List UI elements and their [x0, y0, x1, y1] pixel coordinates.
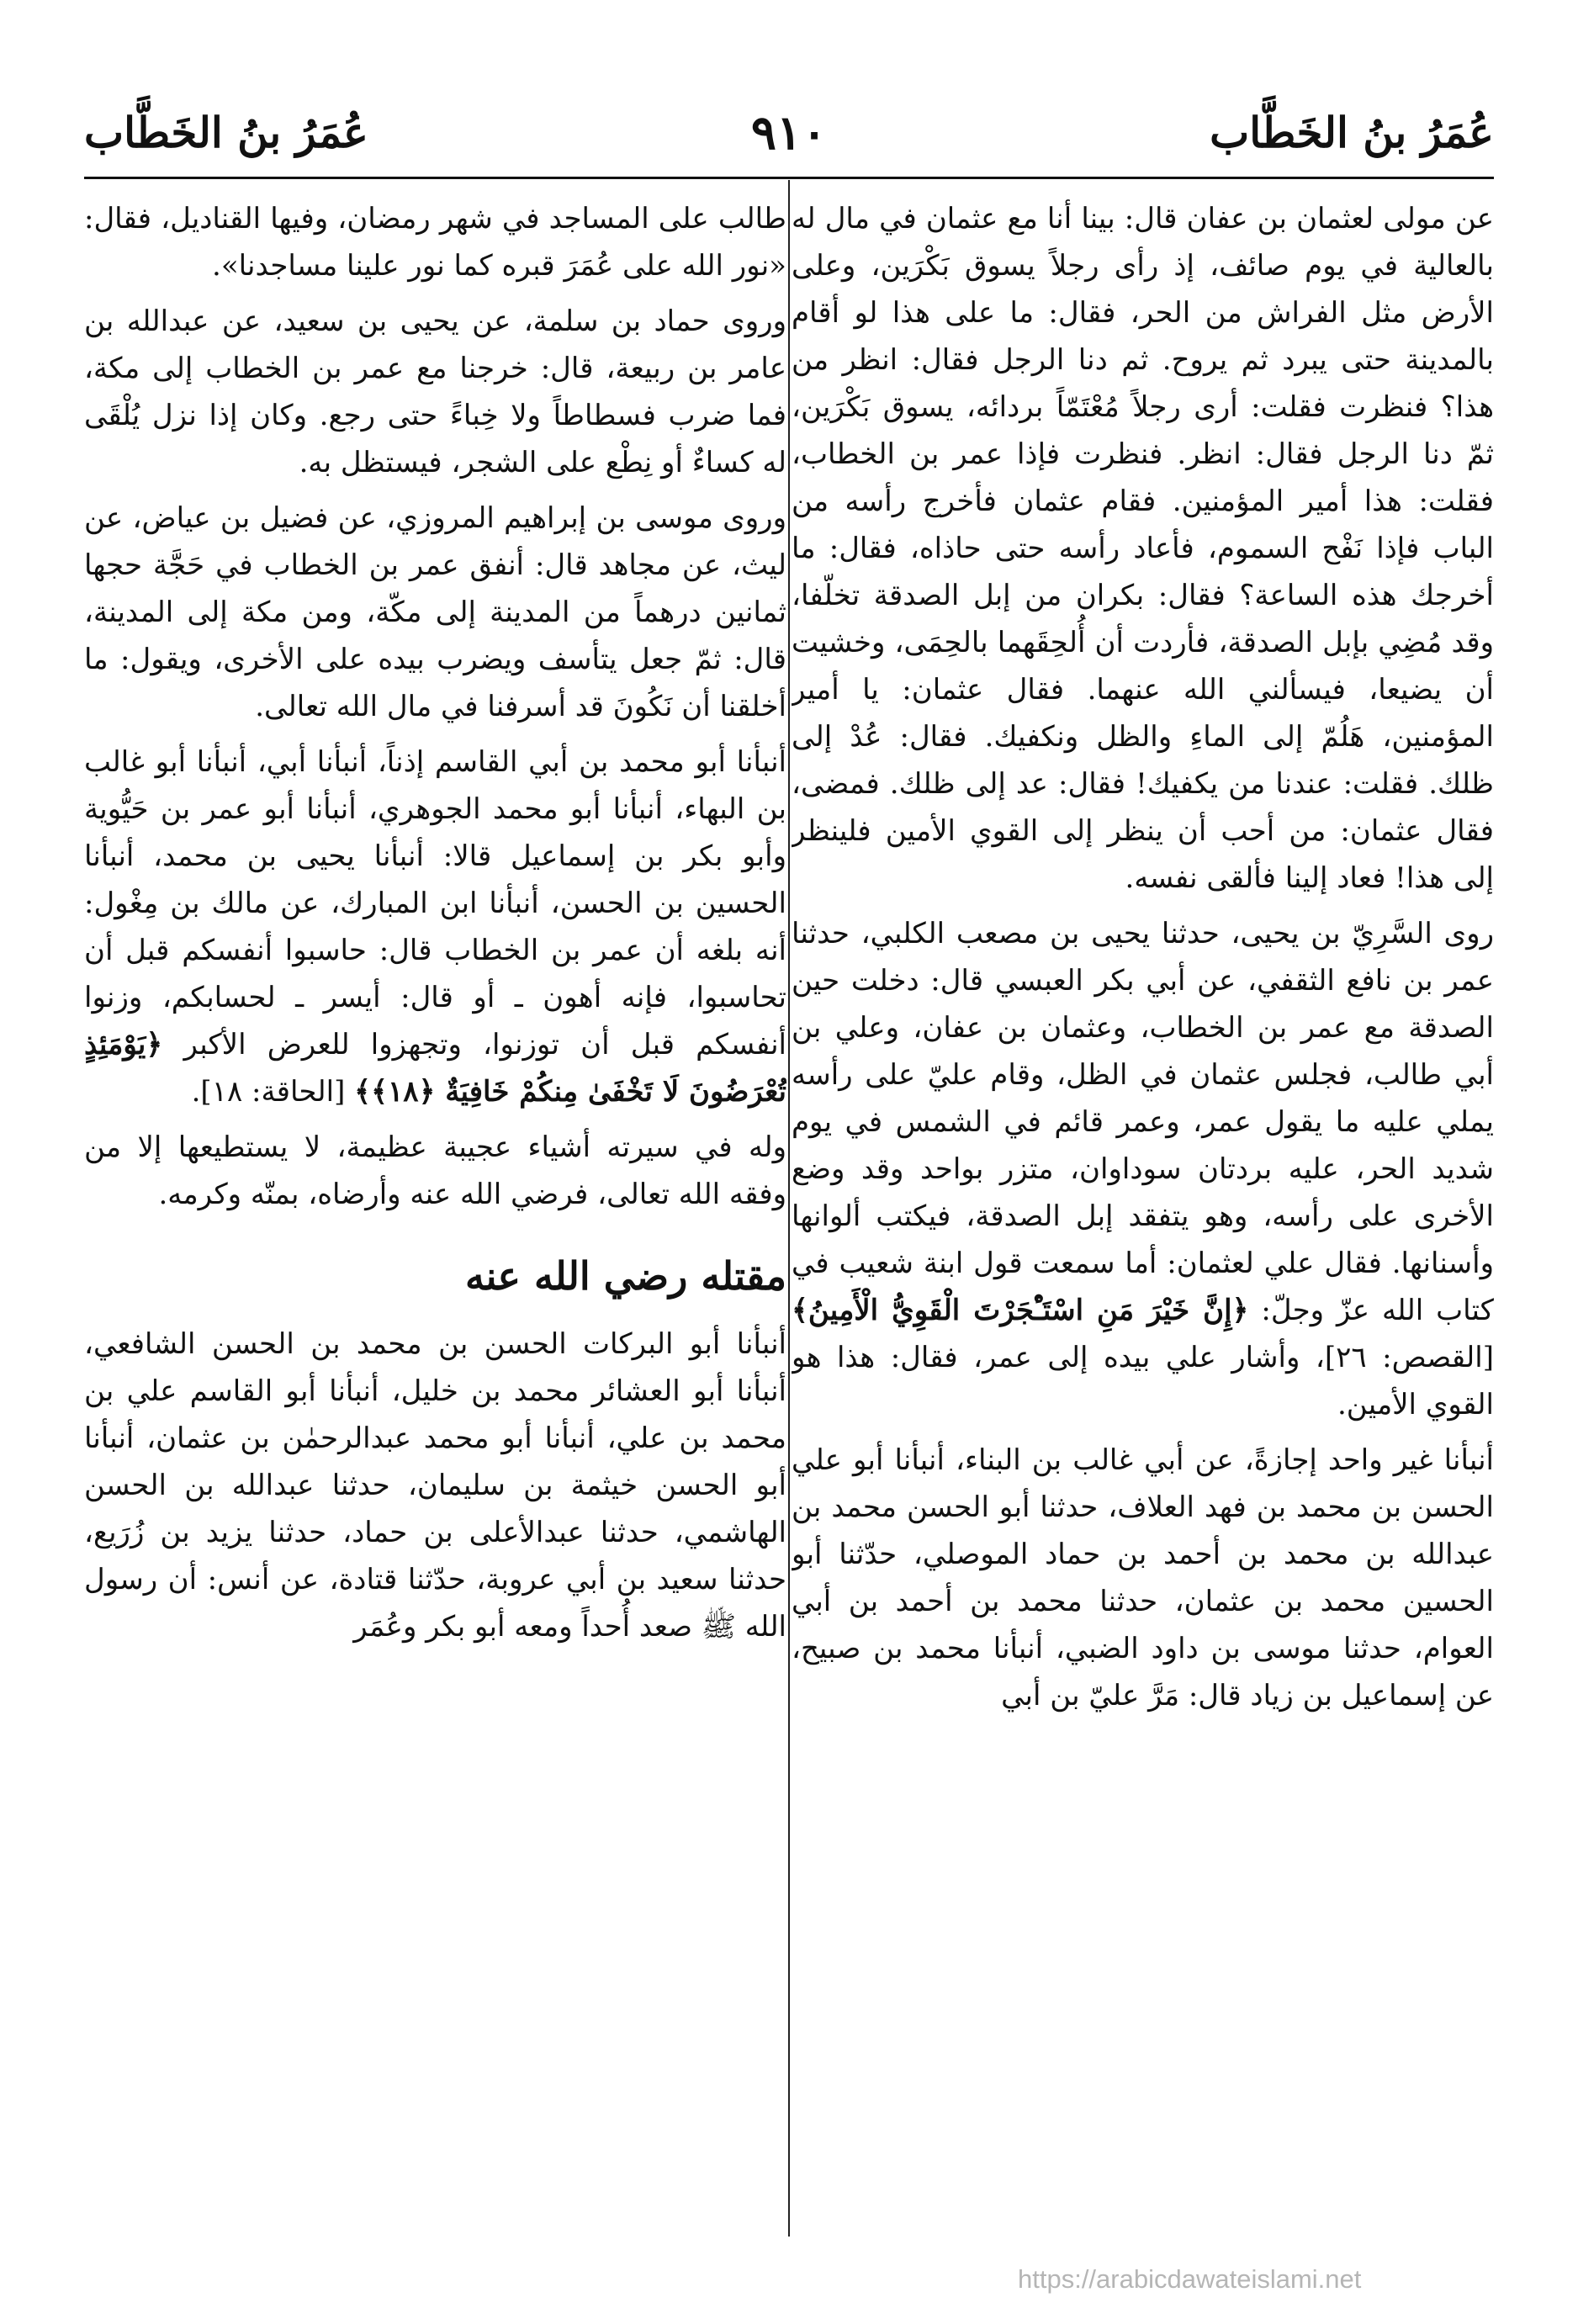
- paragraph: وروى حماد بن سلمة، عن يحيى بن سعيد، عن عبدالله بن عامر بن ربيعة، قال: خرجنا مع عمر بن الخطاب إلى مكة، فما ضرب فسطاطاً ولا خِباءً حتى رجع. وكان إذا نزل يُلْقَى له كساءٌ أو نِطْع على الشجر، فيستظل به.: [84, 304, 786, 479]
- header-rule: [84, 177, 1494, 179]
- quran-verse: ﴿يَوْمَئِذٍ تُعْرَضُونَ لَا تَخْفَىٰ مِنكُمْ خَافِيَةٌ ﴿١٨﴾﴾: [84, 1028, 786, 1109]
- quran-verse: ﴿إِنَّ خَيْرَ مَنِ اسْتَـْٔجَرْتَ الْقَوِيُّ الْأَمِينُ﴾: [792, 1294, 1249, 1327]
- watermark-url: https://arabicdawateislami.net: [1018, 2264, 1362, 2294]
- paragraph-text: أنبأنا أبو محمد بن أبي القاسم إذناً، أنبأنا أبي، أنبأنا أبو غالب بن البهاء، أنبأنا أبو محمد الجوهري، أنبأنا أبو عمر بن حَيُّوية وأبو بكر بن إسماعيل قالا: أنبأنا يحيى بن محمد، أنبأنا الحسين بن الحسن، أنبأنا ابن المبارك، عن مالك بن مِغْول: أنه بلغه أن عمر بن الخطاب قال: حاسبوا أنفسكم قبل أن تحاسبوا، فإنه أهون ـ أو قال: أيسر ـ لحسابكم، وزنوا أنفسكم قبل أن توزنوا، وتجهزوا للعرض الأكبر: [84, 745, 786, 1061]
- section-heading: مقتله رضي الله عنه: [464, 1253, 786, 1299]
- paragraph-text: روى السَّرِيّ بن يحيى، حدثنا يحيى بن مصعب الكلبي، حدثنا عمر بن نافع الثقفي، عن أبي بكر العبسي قال: دخلت حين الصدقة مع عمر بن الخطاب، وعثمان بن عفان، وعلي بن أبي طالب، فجلس عثمان في الظل، وقام عليّ على رأسه يملي عليه ما يقول عمر، وعمر قائم في الشمس في يوم شديد الحر، عليه بردتان سوداوان، متزر بواحد وقد وضع الأخرى على رأسه، وهو يتفقد إبل الصدقة، فيكتب ألوانها وأسنانها. فقال علي لعثمان: أما سمعت قول ابنة شعيب في كتاب الله عزّ وجلّ:: [792, 917, 1494, 1327]
- paragraph: [792, 910, 1494, 1428]
- page-header: [84, 99, 1494, 177]
- column-divider: [788, 180, 790, 2237]
- paragraph: وروى موسى بن إبراهيم المروزي، عن فضيل بن عياض، عن ليث، عن مجاهد قال: أنفق عمر بن الخطاب في حَجَّة حجها ثمانين درهماً من المدينة إلى مكّة، ومن مكة إلى المدينة، قال: ثمّ جعل يتأسف ويضرب بيده على الأخرى، ويقول: ما أخلقنا أن نَكُونَ قد أسرفنا في مال الله تعالى.: [84, 501, 786, 723]
- paragraph: أنبأنا أبو البركات الحسن بن محمد بن الحسن الشافعي، أنبأنا أبو العشائر محمد بن خليل، أنبأنا أبو القاسم علي بن محمد بن علي، أنبأنا أبو محمد عبدالرحمٰن بن عثمان، أنبأنا أبو الحسن خيثمة بن سليمان، حدثنا عبدالله بن الحسن الهاشمي، حدثنا عبدالأعلى بن حماد، حدثنا يزيد بن زُرَيع، حدثنا سعيد بن أبي عروبة، حدّثنا قتادة، عن أنس: أن رسول الله ﷺ صعد أُحداً ومعه أبو بكر وعُمَر: [84, 1327, 786, 1644]
- paragraph: [84, 738, 786, 1115]
- running-title-right: عُمَرُ بنُ الخَطَّاب: [1210, 108, 1494, 157]
- paragraph: طالب على المساجد في شهر رمضان، وفيها القناديل، فقال: «نور الله على عُمَرَ قبره كما نور علينا مساجدنا».: [84, 202, 786, 283]
- paragraph-text: [القصص: ٢٦]، وأشار علي بيده إلى عمر، فقال: هذا هو القوي الأمين.: [792, 1341, 1494, 1421]
- paragraph: عن مولى لعثمان بن عفان قال: بينا أنا مع عثمان في مال له بالعالية في يوم صائف، إذ رأى رجلاً يسوق بَكْرَين، وعلى الأرض مثل الفراش من الحر، فقال: ما على هذا لو أقام بالمدينة حتى يبرد ثم يروح. ثم دنا الرجل فقال: انظر من هذا؟ فنظرت فقلت: أرى رجلاً مُعْتَمّاً بردائه، يسوق بَكْرَين، ثمّ دنا الرجل فقال: انظر. فنظرت فإذا عمر بن الخطاب، فقلت: هذا أمير المؤمنين. فقام عثمان فأخرج رأسه من الباب فإذا نَفْح السموم، فأعاد رأسه حتى حاذاه، فقال: ما أخرجك هذه الساعة؟ فقال: بكران من إبل الصدقة تخلّفا، وقد مُضِي بإبل الصدقة، فأردت أن أُلحِقَهما بالحِمَى، وخشيت أن يضيعا، فيسألني الله عنهما. فقال عثمان: يا أمير المؤمنين، هَلُمّ إلى الماءِ والظل ونكفيك. فقال: عُدْ إلى ظلك. فقلت: عندنا من يكفيك! فقال: عد إلى ظلك. فمضى، فقال عثمان: من أحب أن ينظر إلى القوي الأمين فلينظر إلى هذا! فعاد إلينا فألقى نفسه.: [792, 202, 1494, 895]
- running-title-left: عُمَرُ بنُ الخَطَّاب: [84, 108, 368, 157]
- paragraph-text: [الحاقة: ١٨].: [191, 1075, 346, 1109]
- left-column: [84, 195, 786, 2226]
- right-column: [792, 195, 1494, 2226]
- paragraph: أنبأنا غير واحد إجازةً، عن أبي غالب بن البناء، أنبأنا أبو علي الحسن بن محمد بن فهد العلاف، حدثنا أبو الحسن محمد بن عبدالله بن محمد بن أحمد بن حماد الموصلي، حدّثنا أبو الحسين محمد بن عثمان، حدثنا محمد بن أحمد بن أبي العوام، حدثنا موسى بن داود الضبي، أنبأنا محمد بن صبيح، عن إسماعيل بن زياد قال: مَرَّ عليّ بن أبي: [792, 1443, 1494, 1713]
- page-number: ٩١٠: [750, 105, 828, 161]
- paragraph: وله في سيرته أشياء عجيبة عظيمة، لا يستطيعها إلا من وفقه الله تعالى، فرضي الله عنه وأرضاه، بمنّه وكرمه.: [84, 1130, 786, 1211]
